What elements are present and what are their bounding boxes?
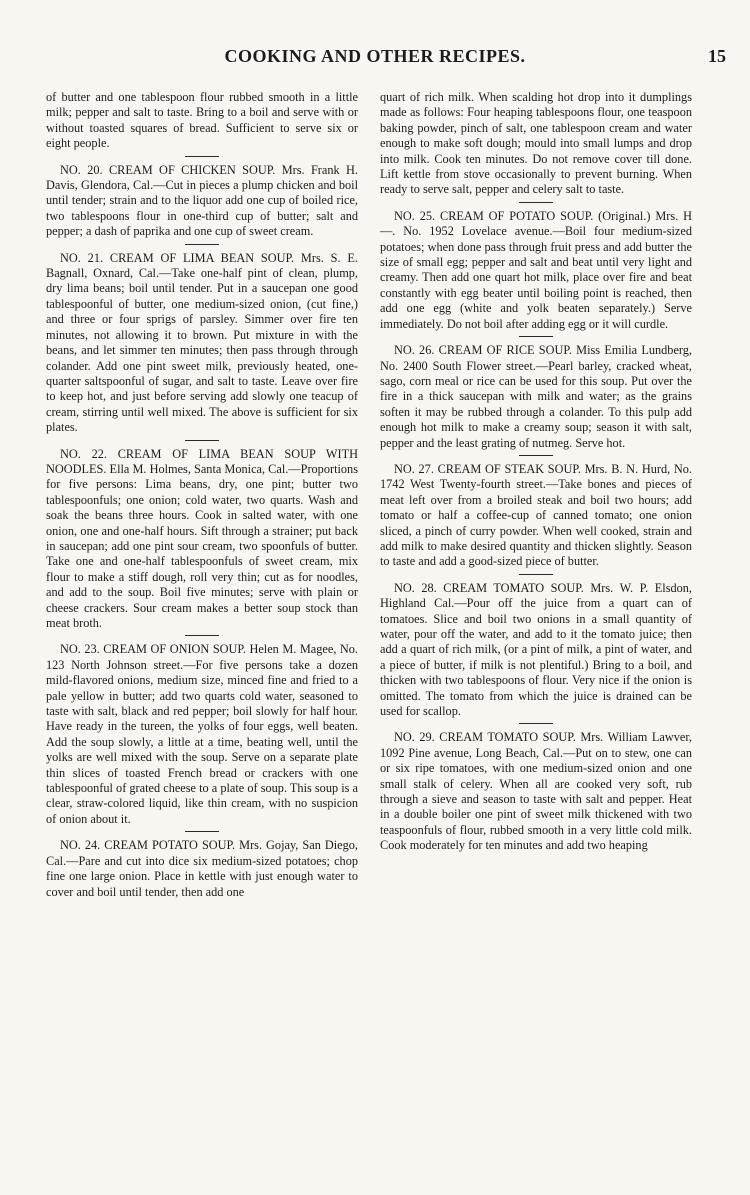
- recipe-29-cream-tomato-soup: NO. 29. CREAM TOMATO SOUP. Mrs. William Lawver, 1092 Pine avenue, Long Beach, Cal.—Put on to stew, one can or six ripe tomatoes, with one medium-sized onion and one small stalk of celery. When all are cooked very soft, rub through a sieve and season to taste with salt and pepper. Heat in a double boiler one pint of sweet milk thickened with two teaspoonfuls of flour, rubbed smooth in a very little cold milk. Cook moderately for ten minutes and add two heaping: [380, 730, 692, 853]
- recipe-continuation: of butter and one tablespoon flour rubbed smooth in a little milk; pepper and salt to taste. Bring to a boil and serve with or without toasted squares of bread. Sufficient to serve six or eight people.: [46, 90, 358, 151]
- separator-rule: [519, 336, 553, 337]
- recipe-24-cream-potato-soup: NO. 24. CREAM POTATO SOUP. Mrs. Gojay, San Diego, Cal.—Pare and cut into dice six medium-sized potatoes; chop fine one large onion. Place in kettle with just enough water to cover and boil until tender, then add one: [46, 838, 358, 899]
- separator-rule: [519, 574, 553, 575]
- left-column: [46, 90, 358, 900]
- recipe-26-cream-of-rice-soup: NO. 26. CREAM OF RICE SOUP. Miss Emilia Lundberg, No. 2400 South Flower street.—Pearl barley, cracked wheat, sago, corn meal or rice can be used for this soup. Put over the fire in a thick saucepan with milk and water; as the grains soften it may be rubbed through a colander. To this pulp add enough hot milk to make a creamy soup; season it with salt, pepper and the least grating of nutmeg. Serve hot.: [380, 343, 692, 450]
- separator-rule: [519, 455, 553, 456]
- separator-rule: [185, 831, 219, 832]
- recipe-25-cream-of-potato-soup: NO. 25. CREAM OF POTATO SOUP. (Original.) Mrs. H—. No. 1952 Lovelace avenue.—Boil four medium-sized potatoes; when done pass through fruit press and add butter the size of small egg; pepper and salt and beat until very light and creamy. Then add one quart hot milk, place over fire and beat constantly with egg beater until boiling point is reached, then add one egg (white and yolk beaten separately.) Serve immediately. Do not boil after adding egg or it will curdle.: [380, 208, 692, 331]
- separator-rule: [519, 202, 553, 203]
- separator-rule: [185, 156, 219, 157]
- separator-rule: [185, 440, 219, 441]
- recipe-20-cream-of-chicken-soup: NO. 20. CREAM OF CHICKEN SOUP. Mrs. Frank H. Davis, Glendora, Cal.—Cut in pieces a plump chicken and boil until tender; strain and to the liquor add one cup of boiled rice, two tablespoons flour in one-third cup of butter; salt and pepper; a dash of paprika and one cup of sweet cream.: [46, 162, 358, 239]
- recipe-23-cream-of-onion-soup: NO. 23. CREAM OF ONION SOUP. Helen M. Magee, No. 123 North Johnson street.—For five persons take a dozen mild-flavored onions, medium size, minced fine and fried to a pale yellow in butter; add two quarts cold water, seasoned to taste with salt, black and red pepper; boil slowly for half hour. Have ready in the tureen, the yolks of four eggs, well beaten. Add the soup slowly, a little at a time, beating well, until the yolks are well mixed with the soup. Serve on a separate plate thin slices of toasted French bread or crackers with one tablespoonful of grated cheese to a plate of soup. This soup is a clear, straw-colored liquid, like thin cream, with no suspicion of onion about it.: [46, 642, 358, 826]
- running-head: [40, 46, 726, 70]
- recipe-21-cream-of-lima-bean-soup: NO. 21. CREAM OF LIMA BEAN SOUP. Mrs. S. E. Bagnall, Oxnard, Cal.—Take one-half pint of clean, plump, dry lima beans; boil until tender. Put in a saucepan one good tablespoonful of butter, one medium-sized onion, (cut fine,) and three or four sprigs of parsley. Simmer over fire ten minutes, not allowing it to brown. Put mixture in with the beans, and let simmer ten minutes; then pass through through colander. Add one pint sweet milk, previously heated, one-quarter saltspoonful of sugar, and salt to taste. Leave over fire to keep hot, and just before serving add slowly one teacup of cream, stirring until well mixed. The above is sufficient for six plates.: [46, 250, 358, 435]
- separator-rule: [185, 244, 219, 245]
- right-column: [380, 90, 692, 854]
- recipe-28-cream-tomato-soup: NO. 28. CREAM TOMATO SOUP. Mrs. W. P. Elsdon, Highland Cal.—Pour off the juice from a quart can of tomatoes. Slice and boil two onions in a small quantity of water, pour off the water, and add to it the tomato juice; then add a quart of rich milk, (or a pint of milk, a pint of water, and a piece of butter, if milk is not plentiful.) Bring to a boil, and thicken with two tablespoons of flour. Very nice if the onion is omitted. The tomato from which the juice is drained can be used for scallop.: [380, 580, 692, 719]
- recipe-24-continuation: quart of rich milk. When scalding hot drop into it dumplings made as follows: Four heaping tablespoons flour, one teaspoon baking powder, pinch of salt, one tablespoon cream and water enough to make soft dough; mould into small lumps and drop into milk. Cook ten minutes. Do not remove cover till done. Lift kettle from stove occasionally to prevent burning. When ready to serve salt, pepper and celery salt to taste.: [380, 90, 692, 197]
- page-number: 15: [708, 46, 726, 66]
- recipe-22-lima-bean-soup-with-noodles: NO. 22. CREAM OF LIMA BEAN SOUP WITH NOODLES. Ella M. Holmes, Santa Monica, Cal.—Proportions for five persons: Lima beans, dry, one pint; butter two tablespoonfuls; one onion; cold water, two quarts. Wash and soak the beans three hours. Cook in salted water, with one onion, one and one-half hours. Sift through a strainer; put back in saucepan; add one pint sour cream, two spoonfuls of butter. Take one and one-half tablespoonfuls of sweet cream, mix flour to make a stiff dough, roll very thin; cut as for noodles, and add to the soup. Boil five minutes; serve with plain or cheese crackers. Sour cream makes a better soup stock than meat broth.: [46, 446, 358, 630]
- separator-rule: [519, 723, 553, 724]
- separator-rule: [185, 635, 219, 636]
- page-title: COOKING AND OTHER RECIPES.: [224, 46, 526, 66]
- recipe-27-cream-of-steak-soup: NO. 27. CREAM OF STEAK SOUP. Mrs. B. N. Hurd, No. 1742 West Twenty-fourth street.—Take bones and pieces of meat left over from a broiled steak and boil two hours; add tomato or half a coffee-cup of canned tomato; one onion sliced, a pinch of curry powder. When well cooked, strain and add milk to make desired quantity and thicken slightly. Season to taste and add a good-sized piece of butter.: [380, 461, 692, 569]
